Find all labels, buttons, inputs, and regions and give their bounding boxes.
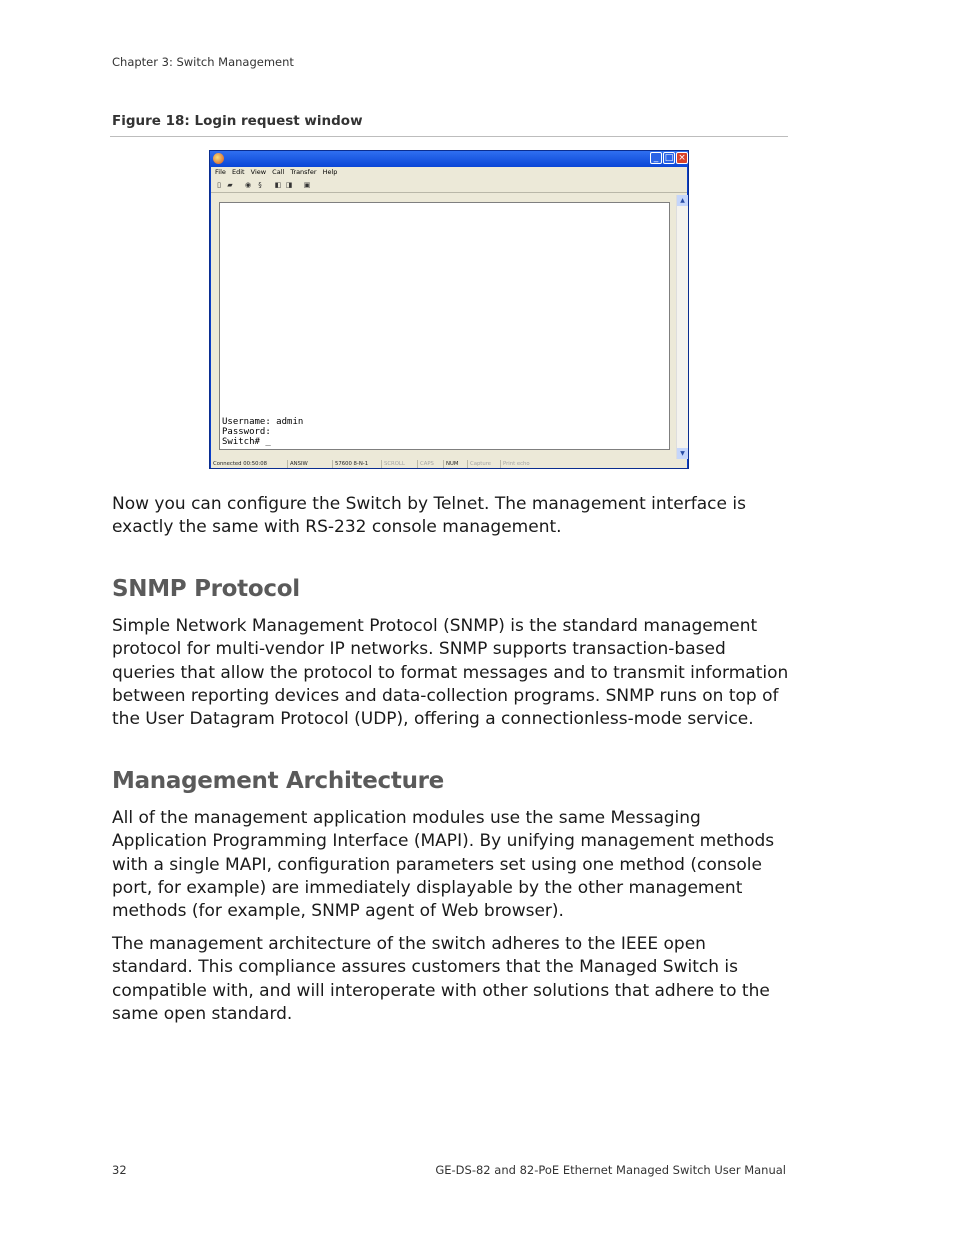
minimize-icon: _	[650, 152, 662, 164]
hyperterminal-app-icon	[213, 153, 224, 164]
snmp-paragraph: Simple Network Management Protocol (SNMP) is the standard management protocol for multi-vendor IP networks. SNMP supports transaction-based queries that allow the protocol to format messages and to transmit information between reporting devices and data-collection programs. SNMP runs on top of the User Datagram Protocol (UDP), offering a connectionless-mode service.	[112, 616, 789, 730]
caption-divider	[110, 136, 788, 137]
menu-help: Help	[322, 168, 338, 176]
status-caps: CAPS	[417, 460, 434, 468]
properties-icon: ▣	[303, 181, 311, 189]
maximize-icon: □	[664, 153, 674, 163]
status-print-echo: Print echo	[500, 460, 530, 468]
menu-transfer: Transfer	[290, 168, 317, 176]
terminal-line-prompt: Switch# _	[222, 437, 271, 447]
window-toolbar	[211, 178, 687, 193]
status-capture: Capture	[467, 460, 491, 468]
window-titlebar	[210, 151, 688, 167]
management-heading: Management Architecture	[112, 768, 444, 794]
chapter-header: Chapter 3: Switch Management	[112, 55, 294, 69]
terminal-scrollbar	[676, 195, 688, 459]
disconnect-icon: §	[258, 181, 262, 189]
receive-file-icon: ◨	[285, 181, 293, 189]
status-emulation: ANSIW	[287, 460, 308, 468]
terminal-screen	[219, 202, 670, 450]
management-paragraph-2: The management architecture of the switch adheres to the IEEE open standard. This compliance assures customers that the Managed Switch is compatible with, and will interoperate with other solutions that adhere to the same open standard.	[112, 934, 770, 1024]
window-statusbar	[211, 460, 687, 468]
menu-edit: Edit	[231, 168, 245, 176]
connect-icon: ◉	[244, 181, 252, 189]
management-paragraph-1: All of the management application modules use the same Messaging Application Programming Interface (MAPI). By unifying management methods with a single MAPI, configuration parameters set using one method (console port, for example) are immediately displayable by the other management methods (for example, SNMP agent of Web browser).	[112, 808, 775, 922]
status-scroll: SCROLL	[381, 460, 405, 468]
terminal-line-password: Password:	[222, 427, 271, 437]
open-folder-icon: ▰	[227, 181, 233, 189]
menu-view: View	[250, 168, 267, 176]
send-file-icon: ◧	[274, 181, 282, 189]
new-document-icon: ▯	[217, 181, 221, 189]
snmp-heading: SNMP Protocol	[112, 576, 300, 602]
terminal-window-image	[209, 150, 689, 469]
manual-title: GE-DS-82 and 82-PoE Ethernet Managed Switch User Manual	[435, 1163, 786, 1177]
window-menubar	[211, 167, 687, 178]
menu-call: Call	[272, 168, 285, 176]
terminal-line-username: Username: admin	[222, 417, 304, 427]
figure-caption: Figure 18: Login request window	[112, 113, 363, 129]
close-icon: ×	[676, 152, 688, 164]
status-port: 57600 8-N-1	[332, 460, 368, 468]
scroll-up-icon: ▲	[677, 195, 688, 206]
status-connected: Connected 00:50:08	[213, 461, 267, 467]
scroll-down-icon: ▼	[677, 448, 688, 459]
menu-file: File	[215, 168, 226, 176]
intro-paragraph: Now you can configure the Switch by Telnet. The management interface is exactly the same with RS-232 console management.	[112, 494, 746, 538]
page-number: 32	[112, 1163, 127, 1177]
status-num: NUM	[443, 460, 458, 468]
